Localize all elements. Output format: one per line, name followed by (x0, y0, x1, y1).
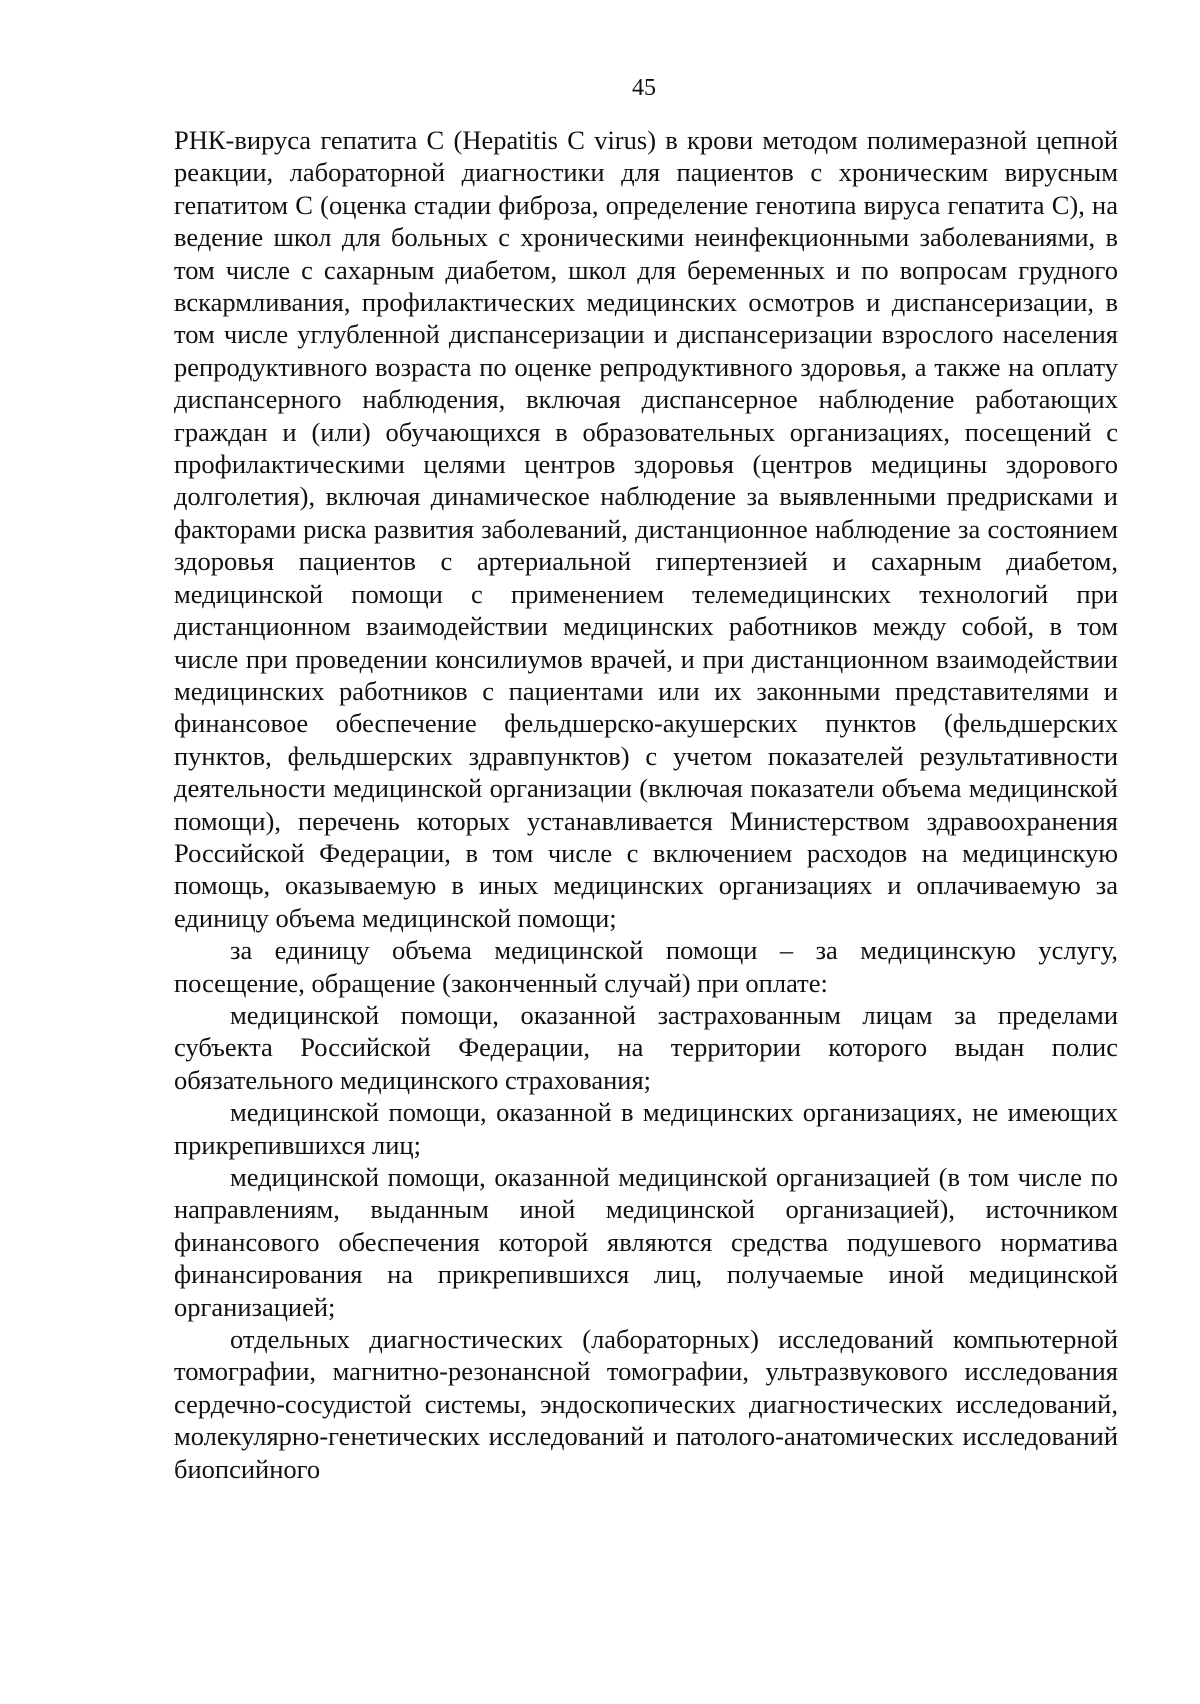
paragraph-5: медицинской помощи, оказанной медицинской организацией (в том числе по направлениям, выданным иной медицинской организацией), источником финансового обеспечения которой являются средства подушевого норматива финансирования на прикрепившихся лиц, получаемые иной медицинской организацией; (174, 1162, 1118, 1322)
paragraph-1: РНК-вируса гепатита С (Hepatitis C virus) в крови методом полимеразной цепной реакции, лабораторной диагностики для пациентов с хроническим вирусным гепатитом С (оценка стадии фиброза, определение генотипа вируса гепатита С), на ведение школ для больных с хроническими неинфекционными заболеваниями, в том числе с сахарным диабетом, школ для беременных и по вопросам грудного вскармливания, профилактических медицинских осмотров и диспансеризации, в том числе углубленной диспансеризации и диспансеризации взрослого населения репродуктивного возраста по оценке репродуктивного здоровья, а также на оплату диспансерного наблюдения, включая диспансерное наблюдение работающих граждан и (или) обучающихся в образовательных организациях, посещений с профилактическими целями центров здоровья (центров медицины здорового долголетия), включая динамическое наблюдение за выявленными предрисками и факторами риска развития заболеваний, дистанционное наблюдение за состоянием здоровья пациентов с артериальной гипертензией и сахарным диабетом, медицинской помощи с применением телемедицинских технологий при дистанционном взаимодействии медицинских работников между собой, в том числе при проведении консилиумов врачей, и при дистанционном взаимодействии медицинских работников с пациентами или их законными представителями и финансовое обеспечение фельдшерско-акушерских пунктов (фельдшерских пунктов, фельдшерских здравпунктов) с учетом показателей результативности деятельности медицинской организации (включая показатели объема медицинской помощи), перечень которых устанавливается Министерством здравоохранения Российской Федерации, в том числе с включением расходов на медицинскую помощь, оказываемую в иных медицинских организациях и оплачиваемую за единицу объема медицинской помощи; (174, 125, 1118, 933)
paragraph-3: медицинской помощи, оказанной застрахованным лицам за пределами субъекта Российской Федерации, на территории которого выдан полис обязательного медицинского страхования; (174, 999, 1118, 1095)
document-body (174, 124, 1118, 1485)
paragraph-6: отдельных диагностических (лабораторных) исследований компьютерной томографии, магнитно-резонансной томографии, ультразвукового исследования сердечно-сосудистой системы, эндоскопических диагностических исследований, молекулярно-генетических исследований и патолого-анатомических исследований биопсийного (174, 1324, 1118, 1484)
page-number: 45 (632, 75, 656, 101)
paragraph-4: медицинской помощи, оказанной в медицинских организациях, не имеющих прикрепившихся лиц; (174, 1097, 1118, 1160)
paragraph-2: за единицу объема медицинской помощи – за медицинскую услугу, посещение, обращение (законченный случай) при оплате: (174, 935, 1118, 998)
